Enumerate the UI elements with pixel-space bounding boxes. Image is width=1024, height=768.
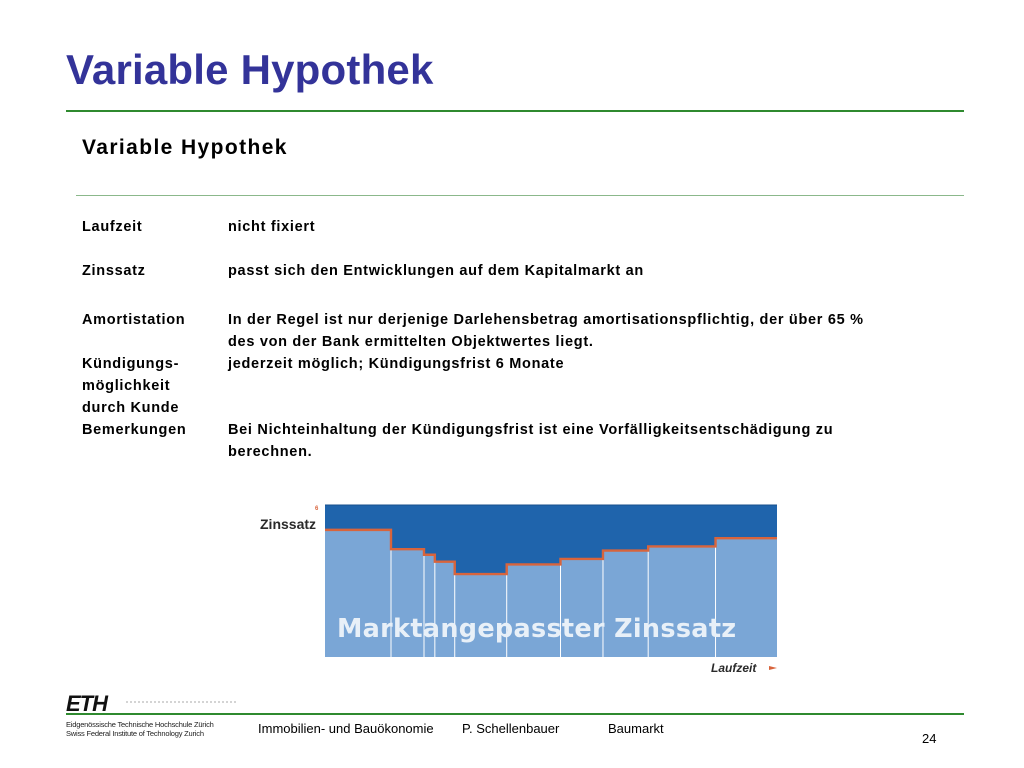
value-amortisation-line1: In der Regel ist nur derjenige Darlehensbetrag amortisationspflichtig, der über 65 % bbox=[228, 312, 864, 328]
value-laufzeit: nicht fixiert bbox=[228, 219, 316, 235]
chart-y-label: Zinssatz bbox=[260, 516, 317, 532]
slide-title: Variable Hypothek bbox=[66, 46, 434, 93]
section-heading: Variable Hypothek bbox=[82, 136, 288, 159]
logo-decoration bbox=[126, 701, 236, 707]
label-zinssatz: Zinssatz bbox=[82, 263, 146, 279]
chart-x-label: Laufzeit bbox=[711, 661, 757, 675]
page-number: 24 bbox=[922, 731, 937, 746]
value-zinssatz: passt sich den Entwicklungen auf dem Kapitalmarkt an bbox=[228, 263, 644, 279]
eth-logo-mark: ETH bbox=[66, 691, 107, 716]
eth-logo bbox=[66, 693, 241, 743]
eth-logo-line1: Eidgenössische Technische Hochschule Zürich bbox=[66, 720, 214, 729]
label-kuendigung-line1: Kündigungs- bbox=[82, 356, 180, 372]
x-axis-arrow-icon bbox=[769, 666, 777, 670]
eth-logo-line2: Swiss Federal Institute of Technology Zurich bbox=[66, 729, 204, 738]
interest-rate-chart bbox=[255, 500, 795, 680]
label-amortisation: Amortistation bbox=[82, 312, 186, 328]
label-laufzeit: Laufzeit bbox=[82, 219, 143, 235]
value-amortisation-line2: des von der Bank ermittelten Objektwertes liegt. bbox=[228, 334, 594, 350]
value-bemerkungen-line1: Bei Nichteinhaltung der Kündigungsfrist ist eine Vorfälligkeitsentschädigung zu bbox=[228, 422, 834, 438]
label-bemerkungen: Bemerkungen bbox=[82, 422, 187, 438]
footer-author: P. Schellenbauer bbox=[462, 721, 560, 736]
title-divider bbox=[66, 110, 964, 112]
chart-svg bbox=[255, 500, 795, 680]
value-bemerkungen-line2: berechnen. bbox=[228, 444, 313, 460]
chart-banner: Marktangepasster Zinssatz bbox=[337, 614, 737, 644]
footer-course: Immobilien- und Bauökonomie bbox=[258, 721, 434, 736]
footer-topic: Baumarkt bbox=[608, 721, 664, 736]
label-kuendigung-line3: durch Kunde bbox=[82, 400, 180, 416]
value-kuendigung: jederzeit möglich; Kündigungsfrist 6 Monate bbox=[228, 356, 565, 372]
chart-axis-marker: 6 bbox=[315, 506, 319, 512]
heading-divider bbox=[76, 195, 964, 196]
label-kuendigung-line2: möglichkeit bbox=[82, 378, 171, 394]
